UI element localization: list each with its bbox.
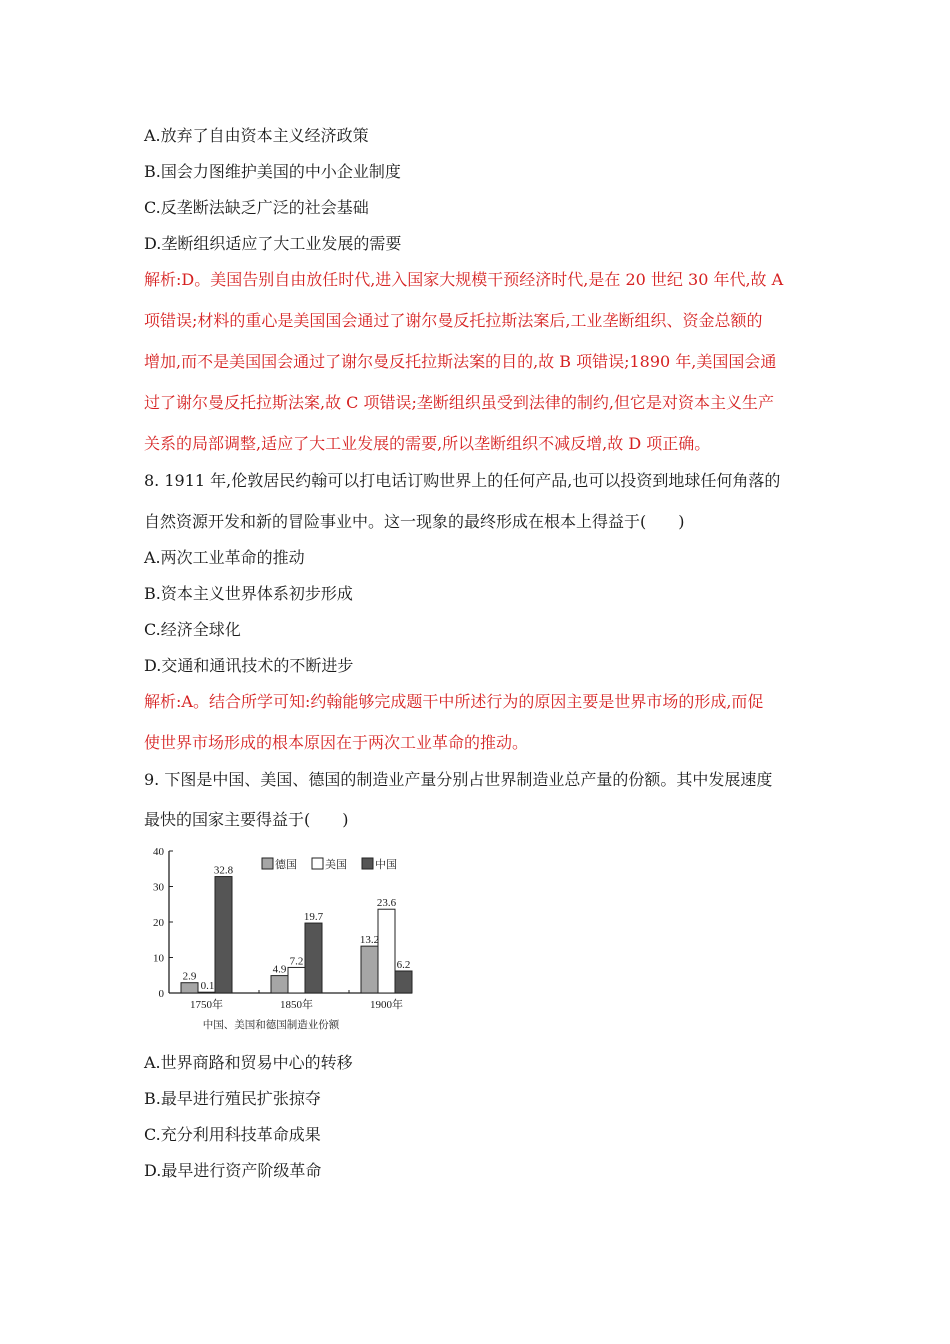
bar: [378, 909, 395, 993]
bar: [215, 877, 232, 993]
y-tick-label: 20: [153, 917, 164, 929]
x-tick-label: 1850年: [280, 999, 313, 1011]
legend-label: 德国: [275, 859, 297, 871]
y-tick-label: 30: [153, 881, 164, 894]
q7-analysis-line: 解析:D。美国告别自由放任时代,进入国家大规模干预经济时代,是在 20 世纪 30 年代,故 A: [144, 270, 784, 289]
chart-title: 中国、美国和德国制造业份额: [202, 1020, 340, 1031]
q7-analysis-line: 关系的局部调整,适应了大工业发展的需要,所以垄断组织不减反增,故 D 项正确。: [144, 434, 711, 453]
data-label: 13.2: [359, 934, 380, 947]
legend-swatch: [262, 858, 273, 869]
bar: [395, 971, 412, 993]
legend-label: 中国: [375, 859, 397, 871]
data-label: 4.9: [272, 963, 287, 976]
q9-stem-line: 9. 下图是中国、美国、德国的制造业产量分别占世界制造业总产量的份额。其中发展速度: [144, 770, 773, 789]
data-label: 19.7: [303, 911, 324, 924]
q9-stem-line: 最快的国家主要得益于( ): [144, 810, 349, 829]
bar: [198, 992, 215, 993]
q8-option-c: C.经济全球化: [144, 620, 241, 639]
q7-option-c: C.反垄断法缺乏广泛的社会基础: [144, 198, 369, 217]
q7-analysis-line: 过了谢尔曼反托拉斯法案,故 C 项错误;垄断组织虽受到法律的制约,但它是对资本主义生产: [144, 393, 774, 412]
q8-analysis-line: 解析:A。结合所学可知:约翰能够完成题干中所述行为的原因主要是世界市场的形成,而促: [144, 692, 764, 711]
x-tick-label: 1900年: [370, 999, 403, 1011]
y-tick-label: 10: [153, 952, 164, 965]
q9-option-b: B.最早进行殖民扩张掠夺: [144, 1089, 321, 1108]
x-tick-label: 1750年: [190, 999, 223, 1011]
data-label: 2.9: [182, 970, 197, 983]
bar: [181, 983, 198, 993]
q9-option-a: A.世界商路和贸易中心的转移: [144, 1053, 353, 1072]
q8-analysis-line: 使世界市场形成的根本原因在于两次工业革命的推动。: [144, 733, 529, 752]
legend-label: 美国: [325, 859, 347, 871]
bar: [288, 967, 305, 993]
data-label: 32.8: [213, 864, 234, 877]
q7-analysis-line: 项错误;材料的重心是美国国会通过了谢尔曼反托拉斯法案后,工业垄断组织、资金总额的: [144, 311, 763, 330]
data-label: 7.2: [289, 955, 304, 968]
y-tick-label: 0: [158, 988, 164, 1000]
data-label: 23.6: [376, 897, 397, 910]
manufacturing-share-chart: [144, 842, 424, 1034]
legend-swatch: [362, 858, 373, 869]
y-tick-label: 40: [153, 846, 164, 858]
q8-stem-line: 自然资源开发和新的冒险事业中。这一现象的最终形成在根本上得益于( ): [144, 512, 685, 531]
q8-option-b: B.资本主义世界体系初步形成: [144, 584, 353, 603]
q7-option-a: A.放弃了自由资本主义经济政策: [144, 126, 369, 145]
data-label: 0.1: [200, 980, 215, 992]
q9-option-c: C.充分利用科技革命成果: [144, 1125, 321, 1144]
bar: [305, 923, 322, 993]
q7-analysis-line: 增加,而不是美国国会通过了谢尔曼反托拉斯法案的目的,故 B 项错误;1890 年,美国国会通: [144, 352, 777, 371]
q7-option-d: D.垄断组织适应了大工业发展的需要: [144, 234, 402, 253]
legend-swatch: [312, 858, 323, 869]
bar: [271, 976, 288, 993]
q8-option-d: D.交通和通讯技术的不断进步: [144, 656, 354, 675]
q8-stem-line: 8. 1911 年,伦敦居民约翰可以打电话订购世界上的任何产品,也可以投资到地球任何角落的: [144, 471, 781, 490]
q7-option-b: B.国会力图维护美国的中小企业制度: [144, 162, 401, 181]
bar: [361, 946, 378, 993]
q8-option-a: A.两次工业革命的推动: [144, 548, 305, 567]
data-label: 6.2: [396, 958, 411, 971]
q9-option-d: D.最早进行资产阶级革命: [144, 1161, 322, 1180]
